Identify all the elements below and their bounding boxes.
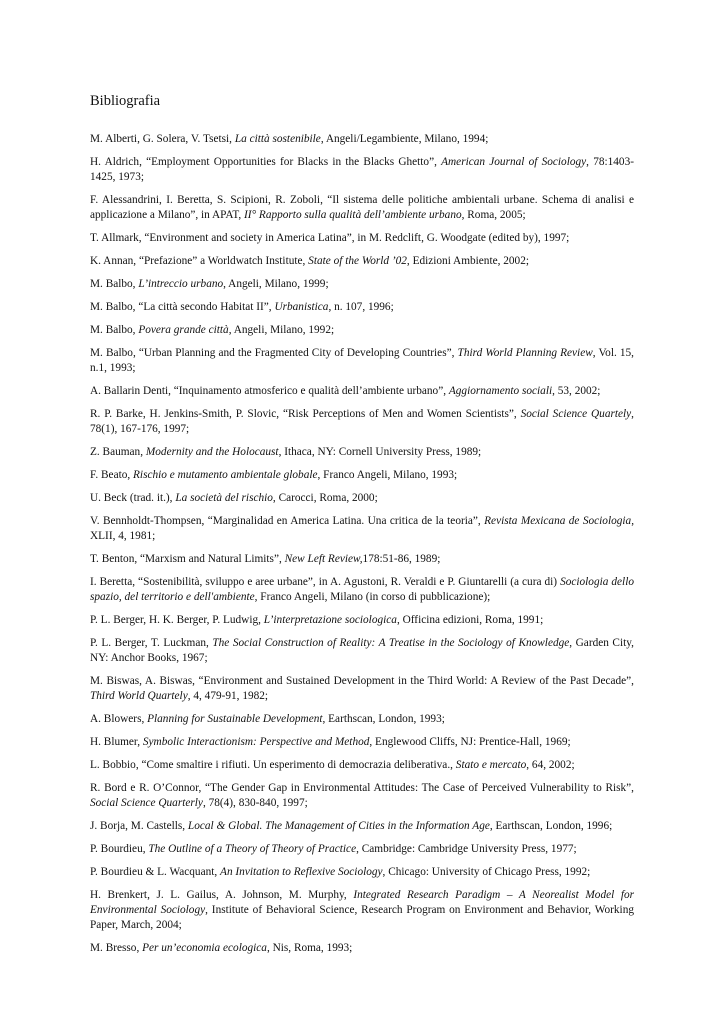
entry-title-italic: Revista Mexicana de Sociologia <box>484 515 632 527</box>
bibliography-entry <box>90 300 634 315</box>
entry-publication-text: , Carocci, Roma, 2000; <box>272 492 378 504</box>
entry-publication-text: , Englewood Cliffs, NJ: Prentice-Hall, 1969; <box>369 736 571 748</box>
bibliography-entry <box>90 712 634 727</box>
entry-title-italic: Local & Global. The Management of Cities in the Information Age <box>187 820 490 832</box>
entry-author-text: H. Aldrich, “Employment Opportunities for Blacks in the Blacks Ghetto”, <box>90 156 442 168</box>
entry-author-text: R. Bord e R. O’Connor, “The Gender Gap in Environmental Attitudes: The Case of Perceived Vulnerability to Risk”, <box>90 782 634 794</box>
entry-title-italic: Povera grande città <box>138 324 229 336</box>
entry-author-text: M. Balbo, “La città secondo Habitat II”, <box>90 301 275 313</box>
bibliography-entry <box>90 674 634 704</box>
entry-title-italic: Rischio e mutamento ambientale globale <box>133 469 318 481</box>
entry-author-text: P. L. Berger, T. Luckman, <box>90 637 213 649</box>
entry-title-italic: Urbanistica <box>274 301 329 313</box>
entry-title-italic: Sociologia dello spazio, del territorio e dell'ambiente <box>90 576 634 603</box>
entry-publication-text: , XLII, 4, 1981; <box>90 515 635 542</box>
entry-publication-text: , Angeli, Milano, 1999; <box>223 278 329 290</box>
entry-author-text: H. Blumer, <box>90 736 143 748</box>
entry-publication-text: , 78:1403-1425, 1973; <box>90 156 634 183</box>
entry-publication-text: , 78(1), 167-176, 1997; <box>90 408 634 435</box>
entry-publication-text: , Institute of Behavioral Science, Research Program on Environment and Behavior, Working Paper, March, 2004; <box>90 904 634 931</box>
entry-title-italic: New Left Review, <box>284 553 363 565</box>
bibliography-entry <box>90 277 634 292</box>
entry-title-italic: Symbolic Interactionism: Perspective and Method <box>142 736 370 748</box>
entry-publication-text: 178:51-86, 1989; <box>362 553 441 565</box>
bibliography-entry <box>90 552 634 567</box>
entry-author-text: M. Balbo, <box>90 278 139 290</box>
entry-author-text: J. Borja, M. Castells, <box>90 820 188 832</box>
entry-author-text: V. Bennholdt-Thompsen, “Marginalidad en America Latina. Una critica de la teoria”, <box>90 515 485 527</box>
entry-title-italic: American Journal of Sociology <box>441 156 587 168</box>
entry-title-italic: La società del rischio <box>175 492 273 504</box>
entry-author-text: A. Ballarin Denti, “Inquinamento atmosferico e qualità dell’ambiente urbano”, <box>90 385 449 397</box>
entry-publication-text: , Earthscan, London, 1993; <box>322 713 445 725</box>
entry-author-text: A. Blowers, <box>90 713 148 725</box>
entry-title-italic: Per un’economia ecologica <box>142 942 267 954</box>
entry-author-text: M. Balbo, <box>90 324 139 336</box>
entry-title-italic: The Outline of a Theory of Theory of Practice <box>148 843 357 855</box>
bibliography-entry <box>90 254 634 269</box>
entry-title-italic: Modernity and the Holocaust <box>145 446 279 458</box>
bibliography-entry <box>90 575 634 605</box>
bibliography-entry <box>90 758 634 773</box>
entry-publication-text: , n. 107, 1996; <box>328 301 394 313</box>
bibliography-entry <box>90 468 634 483</box>
entry-title-italic: The Social Construction of Reality: A Treatise in the Sociology of Knowledge <box>212 637 570 649</box>
entry-author-text: M. Biswas, A. Biswas, “Environment and Sustained Development in the Third World: A Review of the Past Decade”, <box>90 675 634 687</box>
bibliography-entry <box>90 231 634 246</box>
bibliography-entry <box>90 132 634 147</box>
entry-publication-text: , Chicago: University of Chicago Press, 1992; <box>382 866 591 878</box>
entry-author-text: U. Beck (trad. it.), <box>90 492 176 504</box>
bibliography-entry <box>90 781 634 811</box>
entry-author-text: H. Brenkert, J. L. Gailus, A. Johnson, M. Murphy, <box>90 889 354 901</box>
entry-publication-text: , Angeli/Legambiente, Milano, 1994; <box>320 133 489 145</box>
entry-publication-text: , 64, 2002; <box>526 759 575 771</box>
entry-title-italic: State of the World ’02 <box>308 255 407 267</box>
entry-author-text: P. Bourdieu, <box>90 843 149 855</box>
entry-title-italic: Third World Quartely <box>90 690 188 702</box>
entry-publication-text: , 53, 2002; <box>552 385 601 397</box>
entry-title-italic: Aggiornamento sociali <box>448 385 553 397</box>
bibliography-entry <box>90 941 634 956</box>
entry-author-text: M. Alberti, G. Solera, V. Tsetsi, <box>90 133 235 145</box>
bibliography-entry <box>90 155 634 185</box>
entry-author-text: I. Beretta, “Sostenibilità, sviluppo e aree urbane”, in A. Agustoni, R. Veraldi e P. Giuntarelli (a cura di) <box>90 576 561 588</box>
bibliography-entry <box>90 193 634 223</box>
entry-publication-text: , Franco Angeli, Milano, 1993; <box>317 469 458 481</box>
bibliography-entry <box>90 384 634 399</box>
entry-publication-text: , 78(4), 830-840, 1997; <box>202 797 308 809</box>
entry-publication-text: , Officina edizioni, Roma, 1991; <box>396 614 544 626</box>
entry-publication-text: , Vol. 15, n.1, 1993; <box>90 347 634 374</box>
bibliography-entry <box>90 491 634 506</box>
entry-author-text: R. P. Barke, H. Jenkins-Smith, P. Slovic, “Risk Perceptions of Men and Women Scientists”, <box>90 408 521 420</box>
entry-title-italic: La città sostenibile <box>234 133 321 145</box>
entry-author-text: Z. Bauman, <box>90 446 146 458</box>
entry-author-text: M. Balbo, “Urban Planning and the Fragmented City of Developing Countries”, <box>90 347 458 359</box>
entry-publication-text: , Garden City, NY: Anchor Books, 1967; <box>90 637 634 664</box>
entry-publication-text: , Earthscan, London, 1996; <box>489 820 613 832</box>
entry-publication-text: , Cambridge: Cambridge University Press, 1977; <box>356 843 577 855</box>
bibliography-entry <box>90 865 634 880</box>
bibliography-entry <box>90 888 634 933</box>
bibliography-entry <box>90 514 634 544</box>
entry-publication-text: , Angeli, Milano, 1992; <box>228 324 335 336</box>
entry-publication-text: , Nis, Roma, 1993; <box>266 942 353 954</box>
entry-title-italic: II° Rapporto sulla qualità dell’ambiente urbano <box>244 209 462 221</box>
entry-title-italic: L’intreccio urbano <box>138 278 224 290</box>
bibliography-entry <box>90 445 634 460</box>
entry-publication-text: , Roma, 2005; <box>461 209 526 221</box>
entry-author-text: P. Bourdieu & L. Wacquant, <box>90 866 221 878</box>
page-title: Bibliografia <box>90 93 161 109</box>
entry-author-text: F. Beato, <box>90 469 134 481</box>
entry-author-text: T. Allmark, “Environment and society in America Latina”, in M. Redclift, G. Woodgate (edited by), 1997; <box>90 232 570 244</box>
entry-author-text: K. Annan, “Prefazione” a Worldwatch Institute, <box>90 255 309 267</box>
bibliography-entry <box>90 323 634 338</box>
entry-title-italic: Stato e mercato <box>455 759 527 771</box>
entry-publication-text: , Franco Angeli, Milano (in corso di pubblicazione); <box>254 591 491 603</box>
entry-publication-text: , 4, 479-91, 1982; <box>187 690 269 702</box>
entry-publication-text: , Edizioni Ambiente, 2002; <box>406 255 529 267</box>
entry-author-text: F. Alessandrini, I. Beretta, S. Scipioni, R. Zoboli, “Il sistema delle politiche ambientali urbane. Schema di analisi e applicazione a Milano”, in APAT, <box>90 194 634 221</box>
bibliography-entry <box>90 613 634 628</box>
bibliography-entry <box>90 636 634 666</box>
bibliography-entry <box>90 842 634 857</box>
entry-title-italic: Social Science Quarterly <box>90 797 203 809</box>
entry-title-italic: An Invitation to Reflexive Sociology <box>220 866 383 878</box>
entry-author-text: M. Bresso, <box>90 942 143 954</box>
entry-title-italic: Third World Planning Review <box>457 347 593 359</box>
bibliography-entry <box>90 819 634 834</box>
bibliography-entry <box>90 735 634 750</box>
bibliography-entry <box>90 346 634 376</box>
bibliography-list <box>90 132 634 964</box>
entry-title-italic: L’interpretazione sociologica <box>263 614 397 626</box>
entry-author-text: L. Bobbio, “Come smaltire i rifiuti. Un esperimento di democrazia deliberativa., <box>90 759 456 771</box>
entry-publication-text: , Ithaca, NY: Cornell University Press, 1989; <box>278 446 482 458</box>
entry-title-italic: Planning for Sustainable Development <box>147 713 323 725</box>
entry-author-text: T. Benton, “Marxism and Natural Limits”, <box>90 553 285 565</box>
entry-author-text: P. L. Berger, H. K. Berger, P. Ludwig, <box>90 614 264 626</box>
bibliography-entry <box>90 407 634 437</box>
entry-title-italic: Integrated Research Paradigm – A Neorealist Model for Environmental Sociology <box>90 889 634 916</box>
entry-title-italic: Social Science Quartely <box>520 408 632 420</box>
